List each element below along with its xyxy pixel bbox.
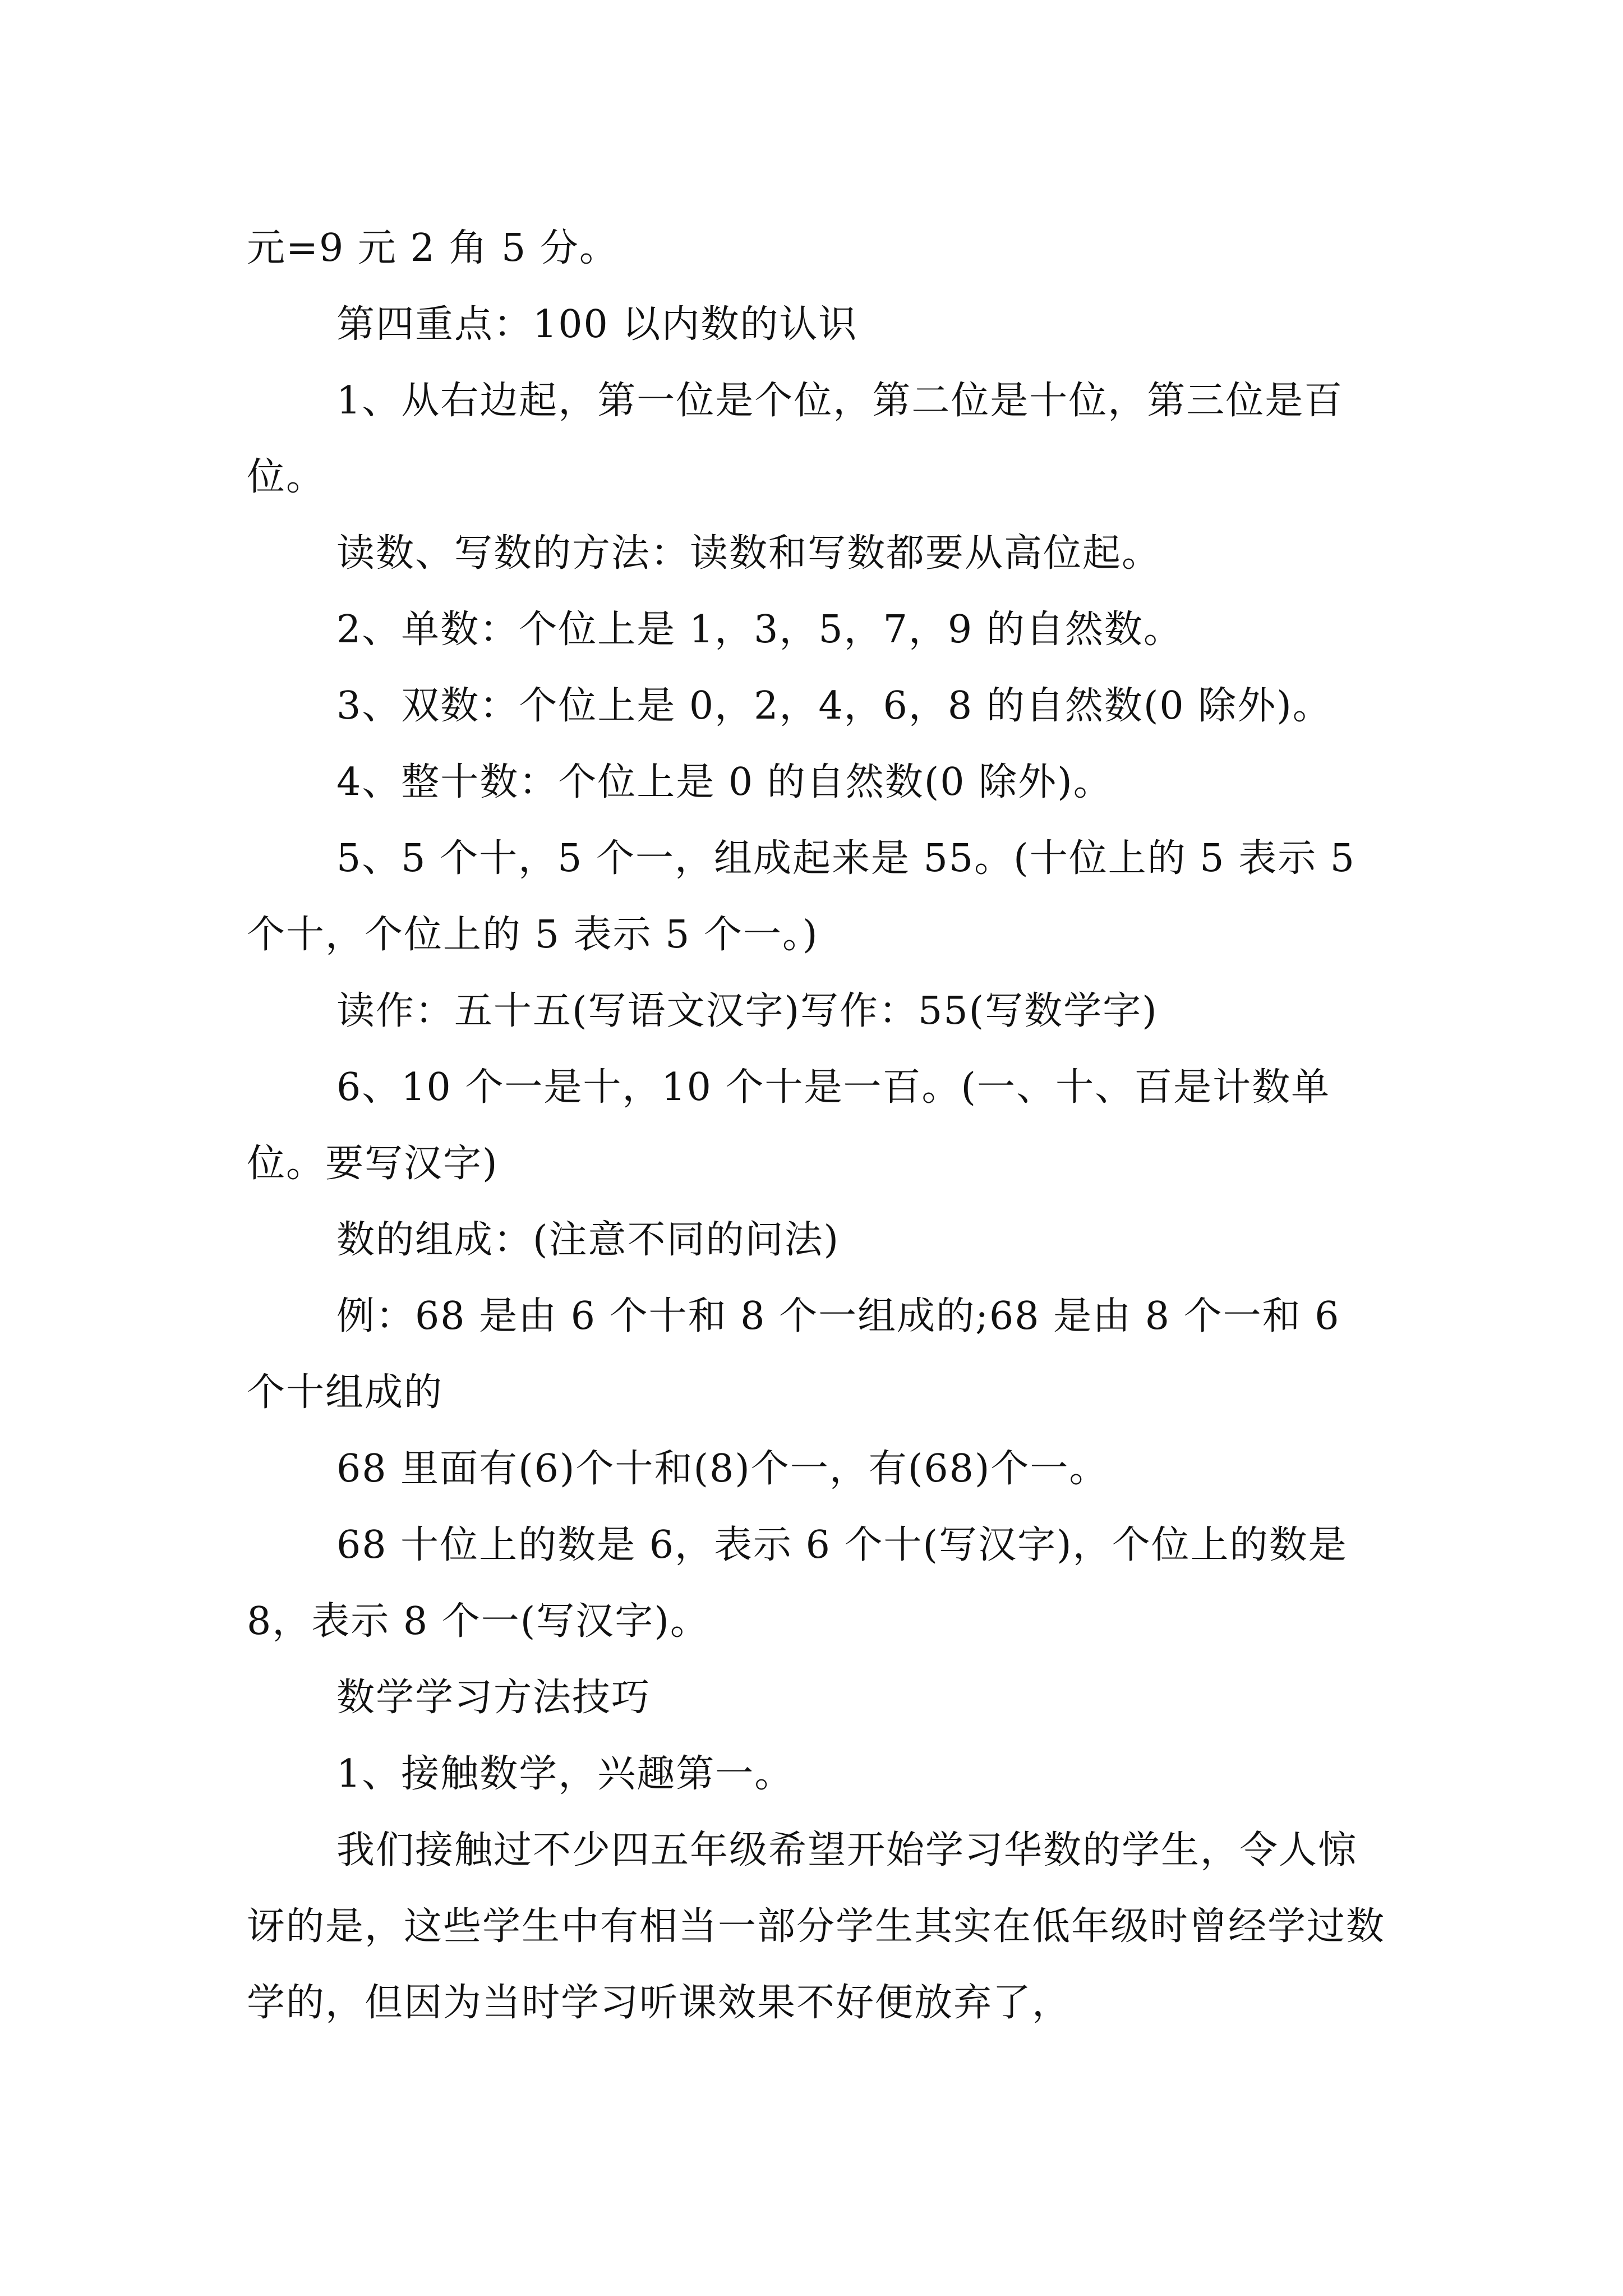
paragraph-tip-1: 1、接触数学，兴趣第一。	[336, 1752, 794, 1796]
paragraph-counting-units: 6、10 个一是十，10 个十是一百。(一、十、百是计数单位。要写汉字)	[247, 1065, 1331, 1186]
paragraph-number-composition-heading: 数的组成：(注意不同的问法)	[336, 1218, 840, 1262]
paragraph-68-contents: 68 里面有(6)个十和(8)个一，有(68)个一。	[336, 1447, 1109, 1491]
paragraph-tip-1-detail: 我们接触过不少四五年级希望开始学习华数的学生，令人惊讶的是，这些学生中有相当一部分学生其实在低年级时曾经学过数学的，但因为当时学习听课效果不好便放弃了，	[247, 1828, 1386, 2025]
paragraph-composition-55: 5、5 个十，5 个一，组成起来是 55。(十位上的 5 表示 5 个十，个位上的 5 表示 5 个一。)	[247, 836, 1369, 957]
section-heading-100-numbers: 第四重点：100 以内数的认识	[336, 302, 858, 347]
paragraph-even-numbers: 3、双数：个位上是 0，2，4，6，8 的自然数(0 除外)。	[336, 684, 1332, 728]
paragraph-68-digits: 68 十位上的数是 6，表示 6 个十(写汉字)，个位上的数是 8，表示 8 个一(写汉字)。	[247, 1523, 1361, 1644]
paragraph-place-values: 1、从右边起，第一位是个位，第二位是十位，第三位是百位。	[247, 379, 1344, 499]
paragraph-odd-numbers: 2、单数：个位上是 1，3，5，7，9 的自然数。	[336, 608, 1183, 652]
paragraph-reading-writing-method: 读数、写数的方法：读数和写数都要从高位起。	[336, 531, 1161, 576]
section-heading-study-tips: 数学学习方法技巧	[336, 1676, 651, 1720]
paragraph-whole-tens: 4、整十数：个位上是 0 的自然数(0 除外)。	[336, 760, 1113, 804]
paragraph-example-68: 例：68 是由 6 个十和 8 个一组成的;68 是由 8 个一和 6 个十组成的	[247, 1294, 1354, 1415]
document-body	[247, 210, 1391, 2041]
paragraph-read-write-55: 读作：五十五(写语文汉字)写作：55(写数学字)	[336, 989, 1158, 1033]
paragraph-price-result: 元=9 元 2 角 5 分。	[247, 226, 619, 270]
